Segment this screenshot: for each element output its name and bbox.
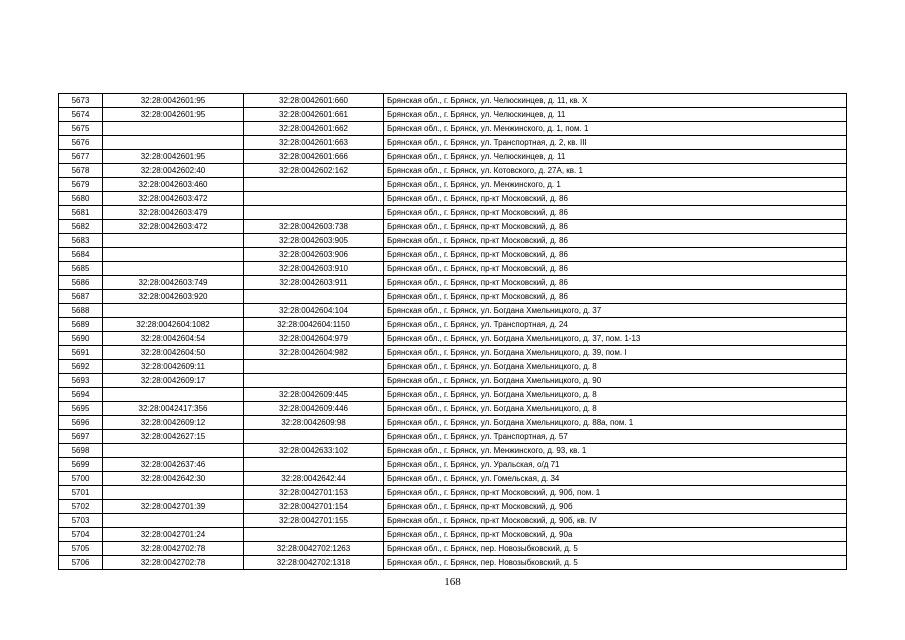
object-cadastral-number-cell: 32:28:0042603:911 [244,276,384,290]
parent-cadastral-number-cell: 32:28:0042702:78 [103,556,244,570]
table-row [59,374,847,388]
object-cadastral-number-cell: 32:28:0042609:98 [244,416,384,430]
parent-cadastral-number-cell [103,486,244,500]
row-number-cell: 5700 [59,472,103,486]
object-cadastral-number-cell: 32:28:0042604:1150 [244,318,384,332]
parent-cadastral-number-cell: 32:28:0042642:30 [103,472,244,486]
row-number-cell: 5706 [59,556,103,570]
parent-cadastral-number-cell: 32:28:0042603:479 [103,206,244,220]
table-row [59,514,847,528]
address-cell: Брянская обл., г. Брянск, ул. Челюскинцев, д. 11, кв. X [384,94,847,108]
row-number-cell: 5703 [59,514,103,528]
object-cadastral-number-cell: 32:28:0042609:445 [244,388,384,402]
page-number: 168 [444,576,461,588]
object-cadastral-number-cell: 32:28:0042701:153 [244,486,384,500]
table-row [59,262,847,276]
address-cell: Брянская обл., г. Брянск, пр-кт Московский, д. 86 [384,262,847,276]
table-row [59,136,847,150]
object-cadastral-number-cell [244,290,384,304]
address-cell: Брянская обл., г. Брянск, ул. Транспортная, д. 24 [384,318,847,332]
row-number-cell: 5676 [59,136,103,150]
parent-cadastral-number-cell [103,444,244,458]
row-number-cell: 5673 [59,94,103,108]
object-cadastral-number-cell: 32:28:0042603:906 [244,248,384,262]
row-number-cell: 5677 [59,150,103,164]
row-number-cell: 5684 [59,248,103,262]
address-cell: Брянская обл., г. Брянск, ул. Менжинского, д. 1 [384,178,847,192]
table-row [59,388,847,402]
parent-cadastral-number-cell: 32:28:0042603:472 [103,192,244,206]
table-row [59,206,847,220]
row-number-cell: 5692 [59,360,103,374]
row-number-cell: 5680 [59,192,103,206]
object-cadastral-number-cell: 32:28:0042603:910 [244,262,384,276]
object-cadastral-number-cell: 32:28:0042633:102 [244,444,384,458]
address-cell: Брянская обл., г. Брянск, пр-кт Московский, д. 90б, кв. IV [384,514,847,528]
object-cadastral-number-cell: 32:28:0042604:982 [244,346,384,360]
parent-cadastral-number-cell: 32:28:0042637:46 [103,458,244,472]
table-row [59,122,847,136]
row-number-cell: 5686 [59,276,103,290]
parent-cadastral-number-cell [103,234,244,248]
object-cadastral-number-cell: 32:28:0042601:660 [244,94,384,108]
address-cell: Брянская обл., г. Брянск, ул. Богдана Хмельницкого, д. 39, пом. I [384,346,847,360]
object-cadastral-number-cell [244,192,384,206]
object-cadastral-number-cell [244,458,384,472]
table-row [59,486,847,500]
row-number-cell: 5689 [59,318,103,332]
object-cadastral-number-cell [244,430,384,444]
object-cadastral-number-cell: 32:28:0042603:905 [244,234,384,248]
object-cadastral-number-cell: 32:28:0042702:1263 [244,542,384,556]
row-number-cell: 5679 [59,178,103,192]
parent-cadastral-number-cell: 32:28:0042603:460 [103,178,244,192]
address-cell: Брянская обл., г. Брянск, ул. Транспортная, д. 57 [384,430,847,444]
parent-cadastral-number-cell: 32:28:0042603:749 [103,276,244,290]
row-number-cell: 5675 [59,122,103,136]
object-cadastral-number-cell: 32:28:0042702:1318 [244,556,384,570]
parent-cadastral-number-cell: 32:28:0042609:17 [103,374,244,388]
parent-cadastral-number-cell: 32:28:0042701:24 [103,528,244,542]
table-row [59,304,847,318]
address-cell: Брянская обл., г. Брянск, пер. Новозыбковский, д. 5 [384,556,847,570]
parent-cadastral-number-cell: 32:28:0042603:920 [103,290,244,304]
row-number-cell: 5693 [59,374,103,388]
registry-table [58,93,847,570]
table-row [59,500,847,514]
parent-cadastral-number-cell [103,388,244,402]
address-cell: Брянская обл., г. Брянск, ул. Богдана Хмельницкого, д. 8 [384,388,847,402]
table-row [59,150,847,164]
row-number-cell: 5683 [59,234,103,248]
object-cadastral-number-cell: 32:28:0042642:44 [244,472,384,486]
parent-cadastral-number-cell [103,514,244,528]
table-row [59,276,847,290]
row-number-cell: 5698 [59,444,103,458]
address-cell: Брянская обл., г. Брянск, ул. Менжинского, д. 1, пом. 1 [384,122,847,136]
row-number-cell: 5688 [59,304,103,318]
parent-cadastral-number-cell [103,136,244,150]
parent-cadastral-number-cell [103,122,244,136]
address-cell: Брянская обл., г. Брянск, ул. Богдана Хмельницкого, д. 90 [384,374,847,388]
table-row [59,94,847,108]
address-cell: Брянская обл., г. Брянск, пр-кт Московский, д. 86 [384,206,847,220]
registry-table-body [59,94,847,570]
object-cadastral-number-cell [244,178,384,192]
row-number-cell: 5701 [59,486,103,500]
object-cadastral-number-cell: 32:28:0042601:662 [244,122,384,136]
row-number-cell: 5697 [59,430,103,444]
object-cadastral-number-cell [244,374,384,388]
address-cell: Брянская обл., г. Брянск, пр-кт Московский, д. 86 [384,192,847,206]
row-number-cell: 5690 [59,332,103,346]
address-cell: Брянская обл., г. Брянск, ул. Богдана Хмельницкого, д. 8 [384,402,847,416]
table-row [59,416,847,430]
parent-cadastral-number-cell: 32:28:0042604:50 [103,346,244,360]
parent-cadastral-number-cell: 32:28:0042701:39 [103,500,244,514]
object-cadastral-number-cell: 32:28:0042701:155 [244,514,384,528]
parent-cadastral-number-cell: 32:28:0042604:1082 [103,318,244,332]
address-cell: Брянская обл., г. Брянск, ул. Челюскинцев, д. 11 [384,108,847,122]
row-number-cell: 5696 [59,416,103,430]
row-number-cell: 5695 [59,402,103,416]
parent-cadastral-number-cell: 32:28:0042627:15 [103,430,244,444]
parent-cadastral-number-cell [103,262,244,276]
parent-cadastral-number-cell: 32:28:0042417:356 [103,402,244,416]
address-cell: Брянская обл., г. Брянск, пр-кт Московский, д. 86 [384,220,847,234]
address-cell: Брянская обл., г. Брянск, пр-кт Московский, д. 90а [384,528,847,542]
parent-cadastral-number-cell: 32:28:0042609:11 [103,360,244,374]
table-row [59,192,847,206]
table-row [59,360,847,374]
row-number-cell: 5678 [59,164,103,178]
table-row [59,430,847,444]
address-cell: Брянская обл., г. Брянск, ул. Менжинского, д. 93, кв. 1 [384,444,847,458]
row-number-cell: 5694 [59,388,103,402]
address-cell: Брянская обл., г. Брянск, ул. Челюскинцев, д. 11 [384,150,847,164]
row-number-cell: 5685 [59,262,103,276]
address-cell: Брянская обл., г. Брянск, ул. Уральская, о/д 71 [384,458,847,472]
parent-cadastral-number-cell: 32:28:0042604:54 [103,332,244,346]
object-cadastral-number-cell: 32:28:0042604:979 [244,332,384,346]
table-row [59,108,847,122]
table-row [59,528,847,542]
row-number-cell: 5704 [59,528,103,542]
address-cell: Брянская обл., г. Брянск, ул. Гомельская, д. 34 [384,472,847,486]
row-number-cell: 5699 [59,458,103,472]
table-row [59,178,847,192]
object-cadastral-number-cell: 32:28:0042602:162 [244,164,384,178]
parent-cadastral-number-cell: 32:28:0042603:472 [103,220,244,234]
object-cadastral-number-cell: 32:28:0042701:154 [244,500,384,514]
table-row [59,402,847,416]
object-cadastral-number-cell: 32:28:0042601:663 [244,136,384,150]
parent-cadastral-number-cell: 32:28:0042609:12 [103,416,244,430]
address-cell: Брянская обл., г. Брянск, пр-кт Московский, д. 86 [384,276,847,290]
table-row [59,346,847,360]
row-number-cell: 5691 [59,346,103,360]
row-number-cell: 5705 [59,542,103,556]
row-number-cell: 5687 [59,290,103,304]
table-row [59,234,847,248]
table-row [59,458,847,472]
parent-cadastral-number-cell [103,304,244,318]
address-cell: Брянская обл., г. Брянск, ул. Богдана Хмельницкого, д. 88а, пом. 1 [384,416,847,430]
parent-cadastral-number-cell [103,248,244,262]
address-cell: Брянская обл., г. Брянск, пр-кт Московский, д. 86 [384,234,847,248]
parent-cadastral-number-cell: 32:28:0042601:95 [103,108,244,122]
object-cadastral-number-cell [244,206,384,220]
address-cell: Брянская обл., г. Брянск, пр-кт Московский, д. 90б, пом. 1 [384,486,847,500]
table-row [59,556,847,570]
table-row [59,318,847,332]
parent-cadastral-number-cell: 32:28:0042601:95 [103,94,244,108]
row-number-cell: 5681 [59,206,103,220]
parent-cadastral-number-cell: 32:28:0042702:78 [103,542,244,556]
object-cadastral-number-cell: 32:28:0042609:446 [244,402,384,416]
table-row [59,332,847,346]
address-cell: Брянская обл., г. Брянск, ул. Богдана Хмельницкого, д. 37, пом. 1-13 [384,332,847,346]
row-number-cell: 5702 [59,500,103,514]
table-row [59,472,847,486]
object-cadastral-number-cell: 32:28:0042601:661 [244,108,384,122]
parent-cadastral-number-cell: 32:28:0042602:40 [103,164,244,178]
object-cadastral-number-cell: 32:28:0042601:666 [244,150,384,164]
table-row [59,542,847,556]
address-cell: Брянская обл., г. Брянск, пр-кт Московский, д. 86 [384,248,847,262]
table-row [59,164,847,178]
object-cadastral-number-cell: 32:28:0042604:104 [244,304,384,318]
row-number-cell: 5682 [59,220,103,234]
object-cadastral-number-cell [244,528,384,542]
address-cell: Брянская обл., г. Брянск, ул. Транспортная, д. 2, кв. III [384,136,847,150]
address-cell: Брянская обл., г. Брянск, ул. Богдана Хмельницкого, д. 37 [384,304,847,318]
row-number-cell: 5674 [59,108,103,122]
object-cadastral-number-cell: 32:28:0042603:738 [244,220,384,234]
table-row [59,290,847,304]
address-cell: Брянская обл., г. Брянск, ул. Котовского, д. 27А, кв. 1 [384,164,847,178]
address-cell: Брянская обл., г. Брянск, пр-кт Московский, д. 90б [384,500,847,514]
table-row [59,220,847,234]
address-cell: Брянская обл., г. Брянск, пер. Новозыбковский, д. 5 [384,542,847,556]
address-cell: Брянская обл., г. Брянск, ул. Богдана Хмельницкого, д. 8 [384,360,847,374]
table-row [59,444,847,458]
parent-cadastral-number-cell: 32:28:0042601:95 [103,150,244,164]
object-cadastral-number-cell [244,360,384,374]
address-cell: Брянская обл., г. Брянск, пр-кт Московский, д. 86 [384,290,847,304]
table-row [59,248,847,262]
